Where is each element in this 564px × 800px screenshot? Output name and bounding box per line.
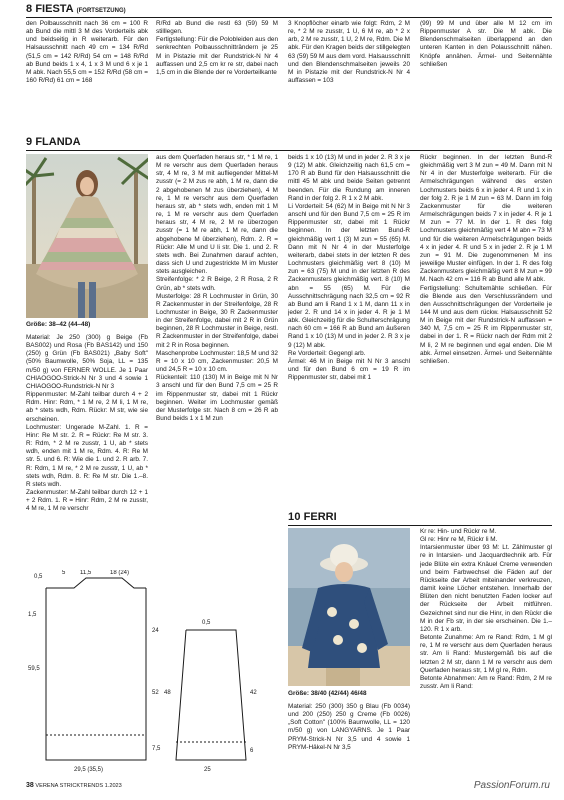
- fiesta-heading: [26, 3, 126, 17]
- fiesta-col-1: den Polbausschnitt nach 36 cm = 100 R ab Bund die mittl 3 M des Vorderteils abk und beidseitig in R weiterarb. Für den Halsausschnitt nach 49 cm = 134 R/Rd (51,5 cm = 142 R/Rd) 54 cm = 148 R/Rd ab Bund beids 1 x 4, 1 x 3 M und 6 x je 1 M abk. Nach 55,5 cm = 152 R/Rd (58 cm = 160 R/Rd) 61 cm = 168: [26, 20, 148, 85]
- flanda-photo-illustration: [26, 154, 148, 318]
- fiesta-col-4: (99) 99 M und über alle M 12 cm im Rippenmuster A str. Die M abk. Die Blendenschmalseiten überlappend an den unteren Kanten in den Polausschnitt nähen. Knöpfe annähen. Ärmel- und Seitennähte schließen: [420, 20, 552, 68]
- flanda-title: FLANDA: [35, 136, 81, 148]
- flanda-col-1: Material: Je 250 (300) g Beige (Fb BAS002) und Rosa (Fb BAS142) und 150 (250) g Grün (Fb BAS021) „Baby Soft" (50% Baumwolle, 50% Soja, LL = 135 m/50 g) von FERNER WOLLE. Je 1 Paar CHIAOGOO-Strick-N Nr 3 und 4 sowie 1 CHIAOGOO-Rundstrick-N Nr 3 Rippenmuster: M-Zahl teilbar durch 4 + 2 Rdm. Hinr: Rdm, * 1 M re, 2 M li, 1 M re, ab * stets wdh, Rdm. Rückr: M str, wie sie erscheinen. Lochmuster: Ungerade M-Zahl. 1. R = Hinr: Re M str. 2. R = Rückr: Re M str. 3. R: Rdm, * 2 M re zusstr, 1 U, ab * stets wdh, enden mit 1 M re, Rdm. 4. R: Re M str. 5. und 6. R: Wie die 1. und 2. R arb. 7. R: Rdm, 1 M re, * 2 M re zusstr, 1 U, ab * stets wdh, Rdm. 8. R: Re M str. Die 1.–8. R stets wdh. Zackenmuster: M-Zahl teilbar durch 12 + 1 + 2 Rdm. 1. R = Hinr: Rdm, 2 M re zusstr, 4 M re, 1 M re verschr: [26, 334, 148, 513]
- flanda-sizes: Größe: 38–42 (44–48): [26, 321, 91, 328]
- ferri-number: 10: [288, 511, 301, 523]
- flanda-rule: [26, 150, 552, 151]
- dim-top-left: 0,5: [34, 574, 43, 580]
- page-number: 38: [26, 782, 34, 789]
- fiesta-col-2: R/Rd ab Bund die restl 63 (59) 59 M stilllegen. Fertigstellung: Für die Polobleiden aus den senkrechten Polbausschnitträndern je 25 M in Pistazie mit der Rundstrick-N Nr 4 auffassen und 2,5 cm kr re str, dabei nach 1,5 cm in die Blende der re Vorderteilkante: [156, 20, 278, 76]
- flanda-col-3: beids 1 x 10 (13) M und in jeder 2. R 3 x je 9 (12) M abk. Gleichzeitig nach 61,5 cm = 170 R ab Bund für den Halsausschnitt die mittl 45 M abk und beide Seiten getrennt beenden. Für die Rundung am inneren Rand in der folg 2. R 1 x 2 M abk. Li Vorderteil: 54 (62) M in Beige mit N Nr 3 anschl und für den Bund 7,5 cm = 25 R im Rippenmuster str, dabei mit 1 Rückr beginnen. In der letzten Bund-R gleichmäßig vert 1 (3) M zun = 55 (65) M. Dann mit N Nr 4 in der Musterfolge weiterarb, dabei stets in der letzten R des Lochmusters gleichmäßig vert 8 (10) M zun = 63 (75) M und in der letzten R des Zackenmusters gleichmäßig vert. 8 (10) M abn = 55 (65) M. Für die Ausschnittschrägung nach 32,5 cm = 92 R ab Bund am li Rand 1 x 1 M, dann 11 x in jeder 2. R und 14 x in jeder 4. R je 1 M abk. Gleichzeitig für die Schulterschrägung nach 60 cm = 166 R ab Bund am äußeren Rand 1 x 10 (13) M und in jeder 2. R 3 x je 9 (12) M abk. Re Vorderteil: Gegengl arb. Ärmel: 46 M in Beige mit N Nr 3 anschl und für den Bund 6 cm = 19 R im Rippenmuster str, dabei mit 1: [288, 154, 410, 382]
- dim-75: 7,5: [152, 746, 161, 752]
- ferri-photo-illustration: [288, 528, 410, 686]
- fiesta-rule: [26, 17, 552, 18]
- sleeve-dim-bottom: 25: [204, 767, 211, 773]
- dim-52: 52: [152, 690, 159, 696]
- dim-15: 1,5: [28, 612, 37, 618]
- publication-name: VERENA STRICKTRENDS 1.2023: [35, 783, 122, 789]
- fiesta-subtitle: (FORTSETZUNG): [76, 8, 126, 14]
- ferri-sizes: Größe: 38/40 (42/44) 46/48: [288, 690, 367, 697]
- fiesta-col-3: 3 Knopflöcher einarb wie folgt: Rdm, 2 M re, * 2 M re zusstr, 1 U, 6 M re, ab * 2 x arb, 2 M re zusstr, 1 U, 2 M re, Rdm. Die M abk. Für den Kragen beids der stillgelegten 63 (59) 59 M aus dem vord. Halsausschnitt und den Blendenschmalseiten jeweils 20 M in Pistazie mit der Rundstrick-N Nr 4 auffassen = 103: [288, 20, 410, 85]
- fiesta-title: FIESTA: [35, 3, 74, 15]
- watermark: PassionForum.ru: [473, 780, 550, 791]
- ferri-heading: [288, 511, 337, 525]
- flanda-schematic: [26, 570, 276, 775]
- schematic-body-outline: [46, 588, 146, 760]
- flanda-col-4: Rückr beginnen. In der letzten Bund-R gleichmäßig vert 3 M zun = 49 M. Dann mit N Nr 4 in der Musterfolge weiterarb. Für die Armelschrägungen während des ersten Lochmusters beids 6 x in jeder 4. R und 1 x in der folg 2. R je 1 M zun = 63 M. Dann im folg Zackenmuster für die weiteren Armelschrägungen beids 7 x in jeder 4. R je 1 M zun = 77 M. In der 1. R des folg Lochmusters gleichmäßig vert 4 M abn = 73 M und für die weiteren Armelschrägungen beids 4 x in jeder 4. R und 5 x in jeder 2. R je 1 M zun = 91 M. Die zugenommenen M ins jeweilige Muster einfügen. In der 1. R des folg Zackenmusters gleichmäßig vert 8 M zun = 99 M. Nach 42 cm = 116 R ab Bund alle M abk. Fertigstellung: Schultemähte schließen. Für die Blende aus den Verschlussrändern und den Ausschnittschrägungen der Vorderteile je 144 M und aus dem rückw. Halsausschnitt 52 M in Beige mit der Rundstrick-N auffassen = 340 M, 7,5 cm = 25 R im Rippenmuster str, dabei in der 1. R = Rückr nach der Rdm mit 2 M li, 2 M re beginnen und egal enden. Die M abk. Ärmel einsetzen. Ärmel- und Seitennähte schließen.: [420, 154, 552, 365]
- ferri-col-2: Kr re: Hin- und Rückr re M. Gl re: Hinr re M, Rückr li M. Intarsienmuster über 93 M: Lt. Zählmuster gl re in Intarsien- und Jacquardtechnik arb. Für jede Blüte ein extra Knäuel Creme verwenden und beim Farbwechsel die Fäden auf der Rückseite der Arbeit miteinander verkreuzen, damit keine Löcher entstehen. Innerhalb der Blüten den nicht benutzten Faden locker auf der Rückseite der Arbeit mitführen. Gezeichnet sind nur die Hinr, in den Rückr die M in der Fb str, in der sie erscheinen. Die 1.–120. R 1 x arb. Betonte Zunahme: Am re Rand: Rdm, 1 M gl re, 1 M re verschr aus dem Querfaden heraus str. Am li Rand: Mustergemäß bis auf die letzten 2 M str, dann 1 M re verschr aus dem Querfaden heraus str, 1 M gl re, Rdm. Betonte Abnahmen: Am re Rand: Rdm, 2 M re zusstr. Am li Rand:: [420, 528, 552, 690]
- sleeve-dim-top: 0,5: [202, 620, 211, 626]
- sleeve-dim-48: 48: [164, 690, 171, 696]
- schematic-sleeve-outline: [176, 630, 246, 760]
- schematic-top-edge: [46, 578, 146, 588]
- flanda-number: 9: [26, 136, 33, 148]
- page-footer: [26, 782, 122, 789]
- fiesta-number: 8: [26, 3, 33, 15]
- flanda-col-2: aus dem Querfaden heraus str, * 1 M re, 1 M re verschr aus dem Querfaden heraus str, 4 M re, 3 M mit aufliegender Mittel-M zusstr (= 2 M zus re abh, 1 M re, dann die 2 abgehobenen M zus überziehen), 4 M re, 1 M re verschr aus dem Querfaden heraus str, ab * stets wdh, enden mit 1 M re, 1 M re verschr aus dem Querfaden heraus str, 4 M re, 2 M re überzogen zusstr (= 1 M re abh, 1 M re, dann die abgehobene M überziehen), Rdm. 2. R = Rückr: Alle M und U li str. Die 1. und 2. R stets wdh. Bei Zunahmen darauf achten, dass sich U und zugestrickte M im Muster stets ausgleichen. Streifenfolge: * 2 R Beige, 2 R Rosa, 2 R Grün, ab * stets wdh. Musterfolge: 28 R Lochmuster in Grün, 30 R Zackenmuster in der Streifenfolge, 28 R Lochmuster in Beige, 30 R Zackenmuster in der Streifenfolge, dabei mit 2 R in Grün beginnen, 28 R Lochmuster in Beige, restl. R Zackenmuster in der Streifenfolge, dabei mit 2 R in Rosa beginnen. Maschenprobe Lochmuster: 18,5 M und 32 R = 10 x 10 cm, Zackenmuster: 20,5 M und 24,5 R = 10 x 10 cm. Rückenteil: 110 (130) M in Beige mit N Nr 3 anschl und für den Bund 7,5 cm = 25 R im Rippenmuster str, dabei mit 1 Rückr beginnen. Weiter im Lochmuster gemäß der Musterfolge str. Nach 8 cm = 26 R ab Bund beids 1 x 1 M zun: [156, 154, 278, 422]
- dim-top-mid: 11,5: [80, 570, 92, 576]
- ferri-rule: [288, 525, 552, 526]
- sleeve-dim-42: 42: [250, 690, 257, 696]
- dim-bottom: 29,5 (35,5): [74, 767, 104, 773]
- dim-top-right: 18 (24): [110, 570, 130, 576]
- flanda-heading: [26, 136, 81, 150]
- ferri-photo: [288, 528, 410, 686]
- dim-5: 5: [62, 570, 66, 576]
- flanda-photo: [26, 154, 148, 318]
- sleeve-dim-6: 6: [250, 748, 254, 754]
- dim-24: 24: [152, 628, 159, 634]
- dim-left-mid: 59,5: [28, 666, 40, 672]
- ferri-col-1: Material: 250 (300) 350 g Blau (Fb 0034) und 200 (250) 250 g Creme (Fb 0026) „Soft Cotton" (100% Baumwolle, LL = 120 m/50 g) von LANGYARNS. Je 1 Paar PRYM-Strick-N Nr 3,5 und 4 sowie 1 PRYM-Häkel-N Nr 3,5: [288, 703, 410, 751]
- ferri-title: FERRI: [303, 511, 337, 523]
